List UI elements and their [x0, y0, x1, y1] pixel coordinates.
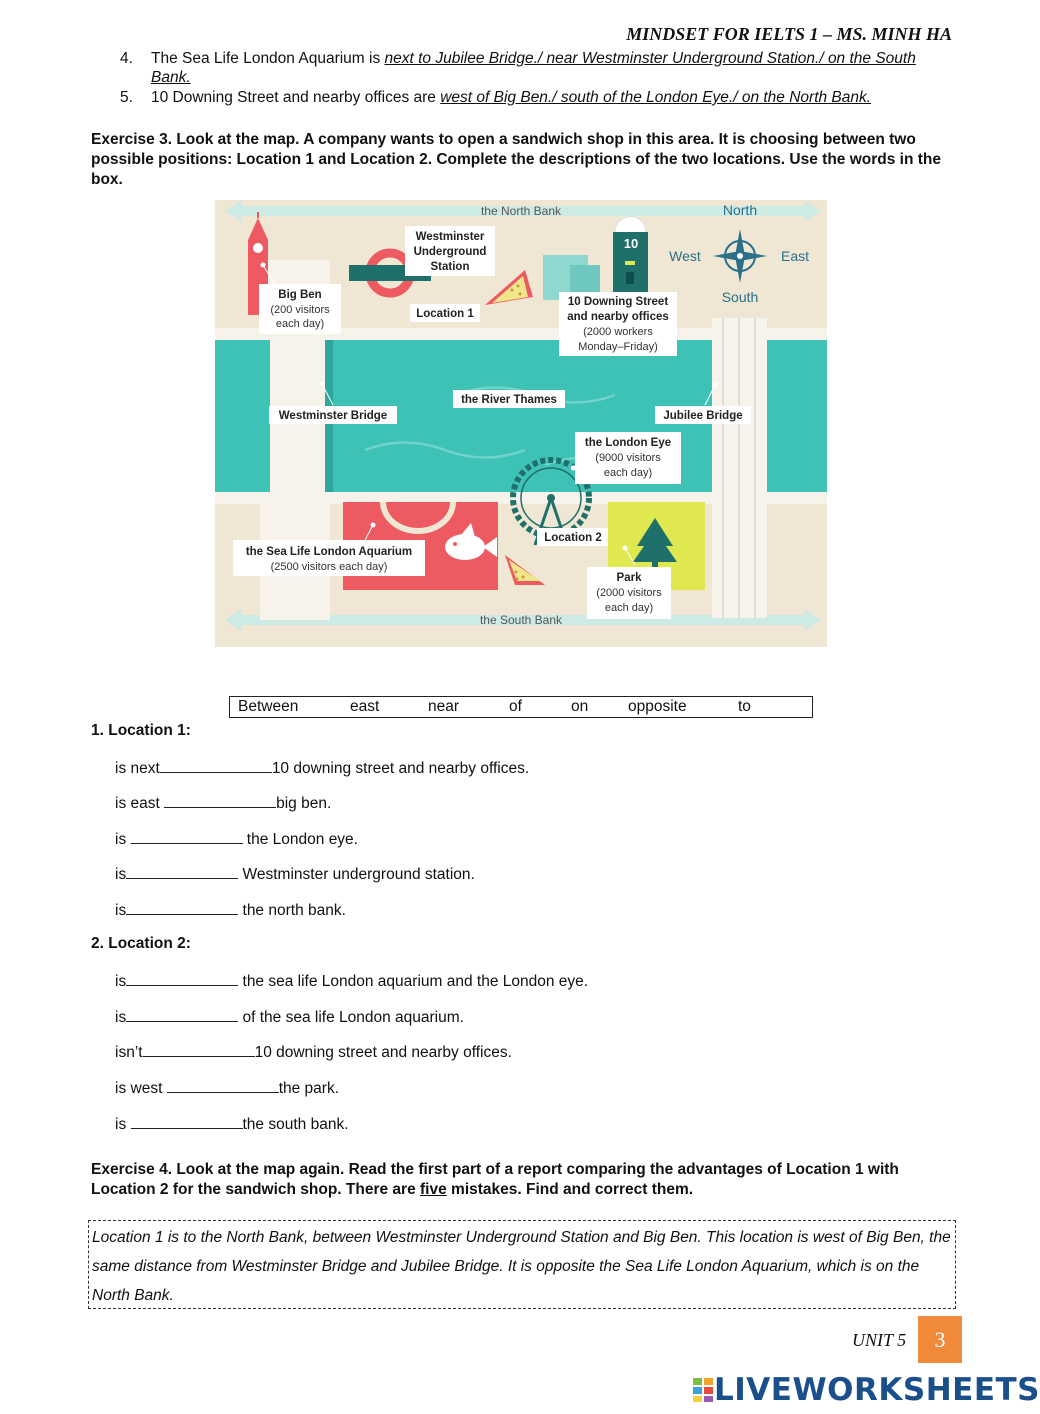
- svg-text:(200 visitors: (200 visitors: [270, 304, 330, 316]
- item-answer: next to Jubilee Bridge./ near Westminster Underground Station./ on the South Bank.: [151, 50, 916, 86]
- answer-blank[interactable]: [126, 900, 238, 915]
- word-box-item: opposite: [628, 698, 687, 715]
- location-2-label: [537, 528, 609, 546]
- svg-text:and nearby offices: and nearby offices: [567, 311, 669, 323]
- compass-south: South: [721, 289, 759, 305]
- answer-blank[interactable]: [126, 971, 238, 986]
- word-box-item: Between: [238, 698, 299, 715]
- svg-text:the River Thames: the River Thames: [461, 394, 557, 406]
- svg-text:(2500 visitors each day): (2500 visitors each day): [270, 561, 388, 573]
- answer-blank[interactable]: [131, 829, 243, 844]
- answer-blank[interactable]: [143, 1042, 255, 1057]
- svg-text:Jubilee Bridge: Jubilee Bridge: [663, 410, 743, 422]
- list-item-5: [120, 88, 940, 107]
- compass-east: East: [780, 248, 810, 264]
- answer-blank[interactable]: [126, 864, 238, 879]
- fill-line: is the sea life London aquarium and the London eye.: [115, 973, 589, 990]
- svg-text:each day): each day): [603, 467, 653, 479]
- svg-text:Westminster: Westminster: [415, 231, 485, 243]
- exercise-3-title: Exercise 3. Look at the map. A company wants to open a sandwich shop in this area. It is choosing between two possible positions: Location 1 and Location 2. Complete the descriptions of the two locations. Use the words in the box.: [91, 131, 942, 188]
- item-number: 5.: [120, 89, 133, 106]
- fill-line: is of the sea life London aquarium.: [115, 1009, 464, 1026]
- svg-text:the Sea Life London Aquarium: the Sea Life London Aquarium: [245, 546, 413, 558]
- exercise-4-title: Exercise 4. Look at the map again. Read the first part of a report comparing the advantages of Location 1 with Location 2 for the sandwich shop. There are five mistakes. Find and correct them.: [91, 1161, 899, 1198]
- fill-line: is next 10 downing street and nearby offices.: [115, 760, 530, 777]
- london-map: [215, 200, 827, 647]
- park-label: [587, 567, 671, 619]
- item-text: The Sea Life London Aquarium is: [151, 50, 385, 67]
- svg-text:the London Eye: the London Eye: [584, 437, 672, 449]
- fill-line: is east big ben.: [115, 795, 332, 812]
- location-1-label: [410, 304, 480, 322]
- south-bank-label: the South Bank: [479, 613, 563, 627]
- answer-blank[interactable]: [164, 793, 276, 808]
- item-answer: west of Big Ben./ south of the London Eye./ on the North Bank.: [440, 89, 872, 106]
- downing-number: 10: [623, 236, 639, 251]
- svg-text:Westminster Bridge: Westminster Bridge: [278, 410, 388, 422]
- river-label: [453, 390, 565, 408]
- svg-text:10 Downing Street: 10 Downing Street: [567, 296, 669, 308]
- page-number: 3: [918, 1316, 962, 1363]
- svg-text:each day): each day): [604, 602, 654, 614]
- svg-text:Monday–Friday): Monday–Friday): [578, 341, 658, 353]
- aquarium-label: [233, 540, 425, 576]
- list-item-4: [120, 49, 940, 87]
- svg-text:(9000 visitors: (9000 visitors: [595, 452, 661, 464]
- compass-north: North: [722, 202, 758, 218]
- word-box-item: of: [509, 698, 522, 715]
- fill-line: isn’t 10 downing street and nearby offices.: [115, 1044, 512, 1061]
- svg-text:Location 1: Location 1: [416, 308, 474, 320]
- svg-text:Station: Station: [430, 261, 470, 273]
- svg-text:Underground: Underground: [413, 246, 487, 258]
- location-1-heading: 1. Location 1:: [91, 722, 191, 739]
- svg-text:Big Ben: Big Ben: [278, 289, 322, 301]
- report-text-box: Location 1 is to the North Bank, between Westminster Underground Station and Big Ben. This location is west of Big Ben, the same distance from Westminster Bridge and Jubilee Bridge. It is opposite the Sea Life London Aquarium, which is on the North Bank.: [88, 1220, 956, 1309]
- answer-blank[interactable]: [167, 1078, 279, 1093]
- westminster-station-label: [405, 226, 495, 276]
- document-header: MINDSET FOR IELTS 1 – MS. MINH HA: [626, 24, 952, 44]
- svg-text:each day): each day): [275, 318, 325, 330]
- liveworksheets-icon: [692, 1377, 714, 1403]
- word-box: [229, 696, 813, 718]
- svg-text:(2000 workers: (2000 workers: [583, 326, 653, 338]
- big-ben-label: [259, 284, 341, 334]
- downing-street-label: [559, 292, 677, 356]
- item-text: 10 Downing Street and nearby offices are: [151, 89, 441, 106]
- liveworksheets-logo: [692, 1372, 1040, 1408]
- westminster-bridge-label: [269, 406, 397, 424]
- london-eye-label: [575, 432, 681, 484]
- word-box-item: to: [738, 698, 751, 715]
- word-box-item: near: [428, 698, 460, 715]
- brand-name: LIVEWORKSHEETS: [714, 1372, 1040, 1408]
- fill-line: is Westminster underground station.: [115, 866, 475, 883]
- svg-text:Park: Park: [616, 572, 642, 584]
- location-2-heading: 2. Location 2:: [91, 935, 191, 952]
- svg-text:Location 2: Location 2: [544, 532, 602, 544]
- jubilee-bridge-label: [655, 406, 751, 424]
- compass-west: West: [669, 248, 701, 264]
- item-number: 4.: [120, 50, 133, 67]
- answer-blank[interactable]: [126, 1007, 238, 1022]
- answer-blank[interactable]: [160, 758, 272, 773]
- north-bank-label: the North Bank: [480, 204, 562, 218]
- answer-blank[interactable]: [131, 1114, 243, 1129]
- word-box-item: on: [571, 698, 589, 715]
- fill-line: is the London eye.: [115, 831, 358, 848]
- svg-text:(2000 visitors: (2000 visitors: [596, 587, 662, 599]
- unit-label: UNIT 5: [852, 1330, 907, 1350]
- fill-line: is the north bank.: [115, 902, 346, 919]
- fill-line: is west the park.: [115, 1080, 339, 1097]
- word-box-item: east: [350, 698, 380, 715]
- fill-line: is the south bank.: [115, 1116, 349, 1133]
